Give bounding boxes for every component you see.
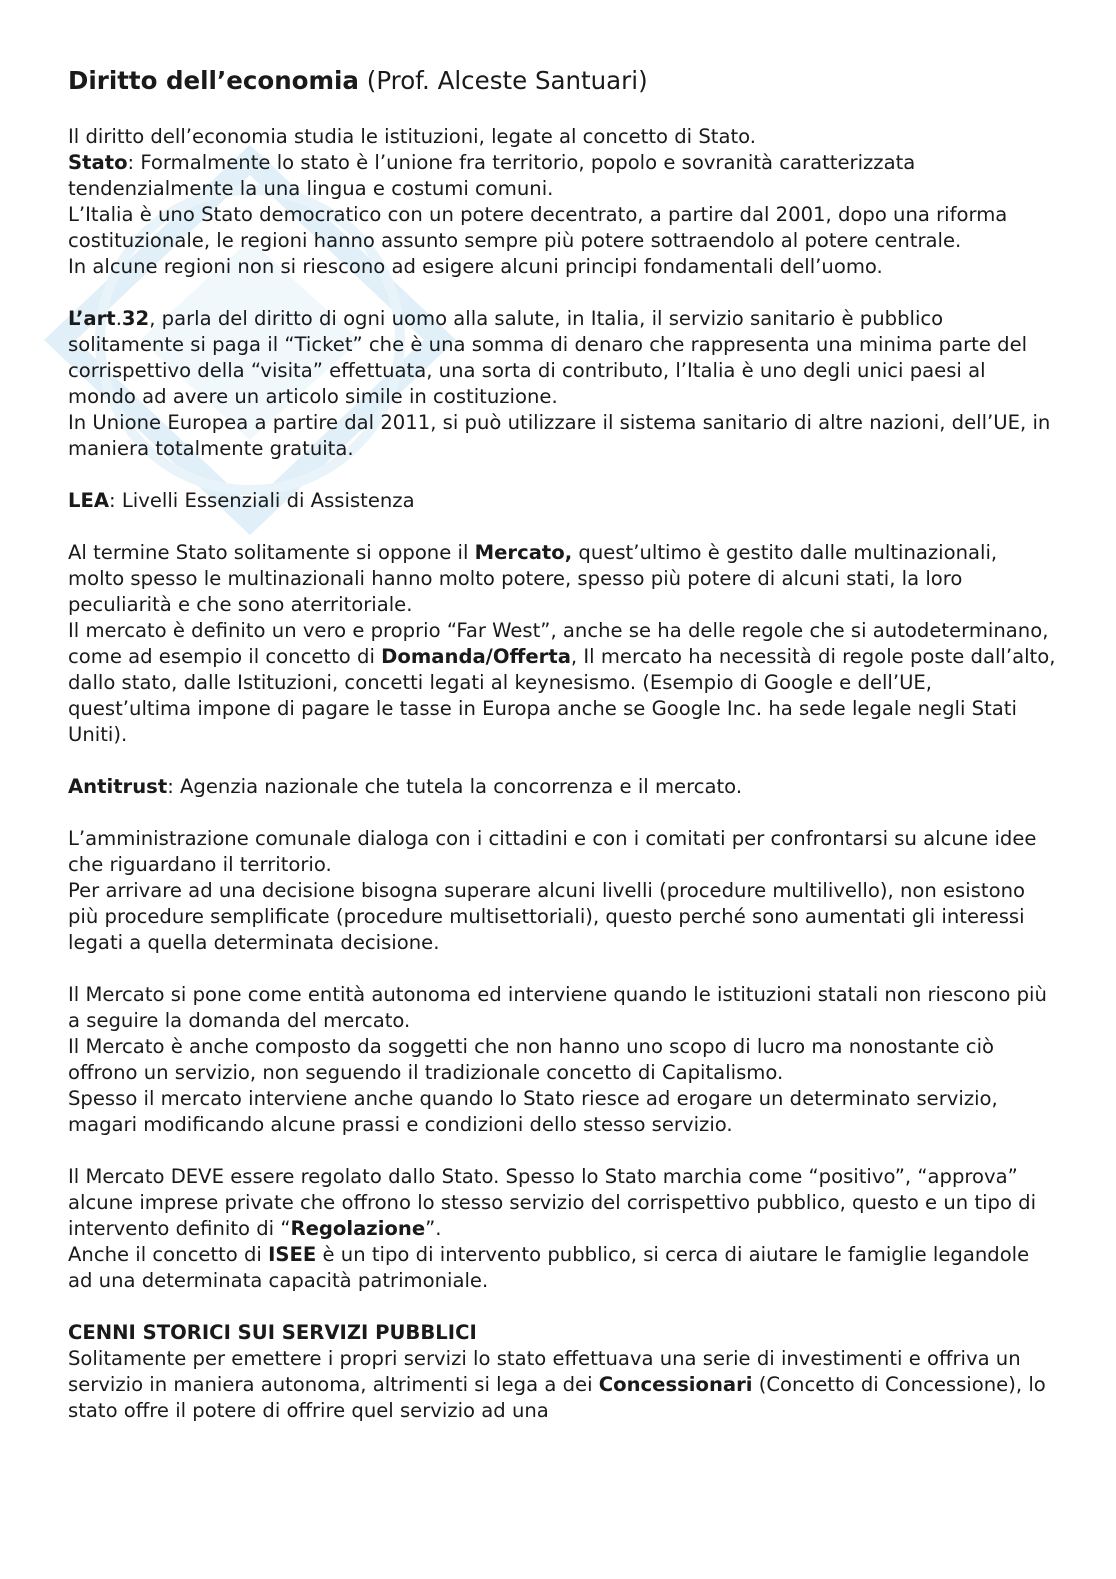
paragraph-italia: L’Italia è uno Stato democratico con un potere decentrato, a partire dal 2001, dopo una riforma costituzionale, le regioni hanno assunto sempre più potere sottraendolo al potere centrale. bbox=[68, 203, 1008, 252]
paragraph-ue: In Unione Europea a partire dal 2011, si può utilizzare il sistema sanitario di altre nazioni, dell’UE, in maniera totalmente gratuita. bbox=[68, 411, 1051, 460]
definition-lea: : Livelli Essenziali di Assistenza bbox=[109, 489, 415, 512]
term-domanda-offerta: Domanda/Offerta bbox=[381, 645, 571, 668]
term-art-number: 32 bbox=[121, 307, 150, 330]
paragraph-lea bbox=[68, 488, 1058, 514]
title-professor: (Prof. Alceste Santuari) bbox=[358, 66, 648, 95]
paragraph-art32 bbox=[68, 306, 1058, 410]
document-title bbox=[68, 64, 1058, 98]
far-west-text-a: Il mercato è definito un vero e proprio “Far West”, anche se ha delle regole che si autodeterminano, come ad esempio il concetto di bbox=[68, 619, 1049, 668]
paragraph-procedure: Per arrivare ad una decisione bisogna superare alcuni livelli (procedure multilivello), non esistono più procedure semplificate (procedure multisettoriali), questo perché sono aumentati gli interessi legati a quella determinata decisione. bbox=[68, 879, 1025, 954]
isee-text-b: è un tipo di intervento pubblico, si cerca di aiutare le famiglie legandole ad una determinata capacità patrimoniale. bbox=[68, 1243, 1030, 1292]
mercato-text-a: Al termine Stato solitamente si oppone il bbox=[68, 541, 475, 564]
concessionari-text-a: Solitamente per emettere i propri servizi lo stato effettuava una serie di investimenti e offriva un servizio in maniera autonoma, altrimenti si lega a dei bbox=[68, 1347, 1021, 1396]
paragraph-concessionari bbox=[68, 1346, 1058, 1424]
paragraph-mercato bbox=[68, 540, 1058, 618]
term-regolazione: Regolazione bbox=[290, 1217, 426, 1240]
term-mercato: Mercato, bbox=[474, 541, 573, 564]
paragraph-intervento: Spesso il mercato interviene anche quando lo Stato riesce ad erogare un determinato servizio, magari modificando alcune prassi e condizioni dello stesso servizio. bbox=[68, 1087, 998, 1136]
art32-text: , parla del diritto di ogni uomo alla salute, in Italia, il servizio sanitario è pubblico solitamente si paga il “Ticket” che è una somma di denaro che rappresenta una minima parte del corrispettivo della “visita” effettuata, una sorta di contributo, l’Italia è uno degli unici paesi al mondo ad avere un articolo simile in costituzione. bbox=[68, 307, 1028, 408]
paragraph-mercato-autonomo: Il Mercato si pone come entità autonoma ed interviene quando le istituzioni statali non riescono più a seguire la domanda del mercato. bbox=[68, 983, 1047, 1032]
paragraph-regolazione bbox=[68, 1164, 1058, 1242]
art-dot: . bbox=[115, 307, 122, 330]
term-isee: ISEE bbox=[268, 1243, 317, 1266]
paragraph-intro: Il diritto dell’economia studia le istituzioni, legate al concetto di Stato. bbox=[68, 125, 757, 148]
term-lea: LEA bbox=[68, 489, 110, 512]
concessionari-text-b: (Concetto di Concessione), lo stato offre il potere di offrire quel servizio ad una bbox=[68, 1373, 1046, 1422]
term-stato: Stato bbox=[68, 151, 128, 174]
isee-text-a: Anche il concetto di bbox=[68, 1243, 269, 1266]
paragraph-antitrust bbox=[68, 774, 1058, 800]
far-west-text-b: , Il mercato ha necessità di regole poste dall’alto, dallo stato, dalle Istituzioni, concetti legati al keynesismo. (Esempio di Google e dell’UE, quest’ultima impone di pagare le tasse in Europa anche se Google Inc. ha sede legale negli Stati Uniti). bbox=[68, 645, 1056, 746]
term-antitrust: Antitrust bbox=[68, 775, 168, 798]
mercato-text-b: quest’ultimo è gestito dalle multinazionali, molto spesso le multinazionali hanno molto potere, spesso più potere di alcuni stati, la loro peculiarità e che sono aterritoriale. bbox=[68, 541, 998, 616]
term-concessionari: Concessionari bbox=[598, 1373, 753, 1396]
document-page bbox=[68, 64, 1058, 1424]
section-heading-text: CENNI STORICI SUI SERVIZI PUBBLICI bbox=[68, 1321, 477, 1344]
paragraph-isee bbox=[68, 1242, 1058, 1294]
section-heading bbox=[68, 1320, 1058, 1346]
paragraph-stato bbox=[68, 150, 1058, 202]
paragraph-lucro: Il Mercato è anche composto da soggetti che non hanno uno scopo di lucro ma nonostante ciò offrono un servizio, non seguendo il tradizionale concetto di Capitalismo. bbox=[68, 1035, 994, 1084]
term-art: L’art bbox=[68, 307, 116, 330]
regolazione-text-a: Il Mercato DEVE essere regolato dallo Stato. Spesso lo Stato marchia come “positivo”, “approva” alcune imprese private che offrono lo stesso servizio del corrispettivo pubblico, questo e un tipo di intervento definito di “ bbox=[68, 1165, 1037, 1240]
title-subject: Diritto dell’economia bbox=[68, 66, 359, 95]
paragraph-far-west bbox=[68, 618, 1058, 748]
paragraph-regioni: In alcune regioni non si riescono ad esigere alcuni principi fondamentali dell’uomo. bbox=[68, 255, 883, 278]
definition-antitrust: : Agenzia nazionale che tutela la concorrenza e il mercato. bbox=[167, 775, 743, 798]
regolazione-text-b: ”. bbox=[425, 1217, 442, 1240]
definition-stato: : Formalmente lo stato è l’unione fra territorio, popolo e sovranità caratterizzata tendenzialmente la una lingua e costumi comuni. bbox=[68, 151, 916, 200]
paragraph-amministrazione: L’amministrazione comunale dialoga con i cittadini e con i comitati per confrontarsi su alcune idee che riguardano il territorio. bbox=[68, 827, 1037, 876]
